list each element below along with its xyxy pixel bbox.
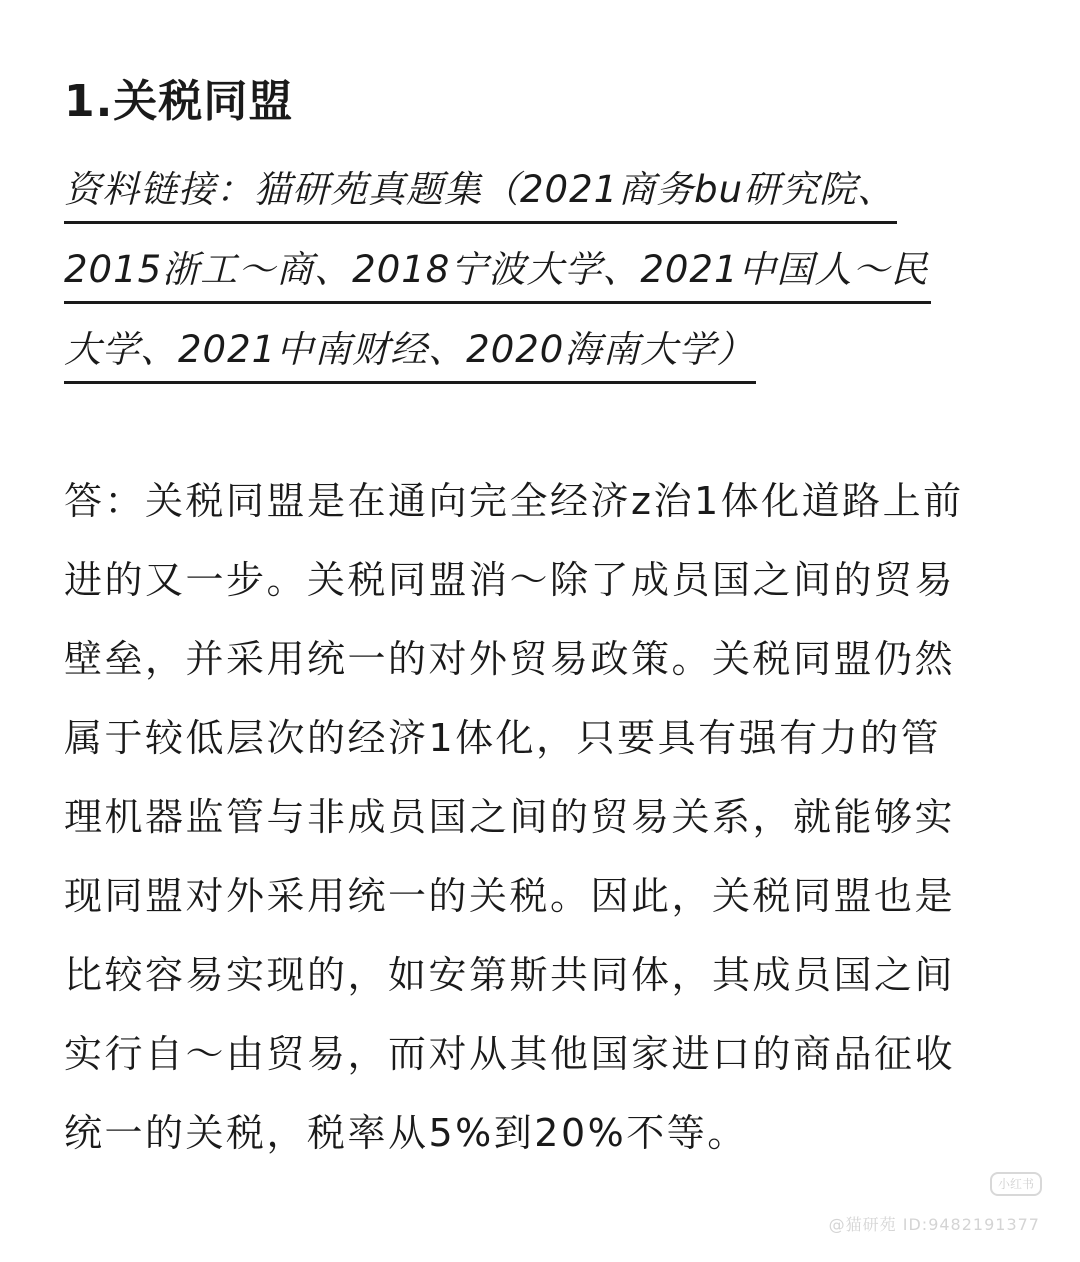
answer-line: 理机器监管与非成员国之间的贸易关系，就能够实 [64, 795, 956, 839]
watermark-id: @猫研苑 ID:9482191377 [828, 1215, 1040, 1234]
watermark-logo: 小红书 [990, 1172, 1042, 1196]
source-link-line[interactable]: 2015浙工～商、2018宁波大学、2021中国人～民 [64, 230, 1024, 310]
answer-line: 答：关税同盟是在通向完全经济z治1体化道路上前 [64, 479, 964, 523]
source-link-line[interactable]: 资料链接：猫研苑真题集（2021商务bu研究院、 [64, 150, 1024, 230]
answer-line: 进的又一步。关税同盟消～除了成员国之间的贸易 [64, 558, 956, 602]
answer-line: 壁垒，并采用统一的对外贸易政策。关税同盟仍然 [64, 637, 956, 681]
answer-paragraph [64, 462, 1024, 1173]
source-link-line[interactable]: 大学、2021中南财经、2020海南大学） [64, 310, 1024, 390]
page-title: 1.关税同盟 [64, 76, 294, 127]
answer-line: 统一的关税，税率从5%到20%不等。 [64, 1111, 748, 1155]
answer-line: 现同盟对外采用统一的关税。因此，关税同盟也是 [64, 874, 956, 918]
source-link[interactable] [64, 150, 1024, 390]
answer-line: 实行自～由贸易，而对从其他国家进口的商品征收 [64, 1032, 956, 1076]
answer-line: 属于较低层次的经济1体化，只要具有强有力的管 [64, 716, 942, 760]
answer-line: 比较容易实现的，如安第斯共同体，其成员国之间 [64, 953, 956, 997]
